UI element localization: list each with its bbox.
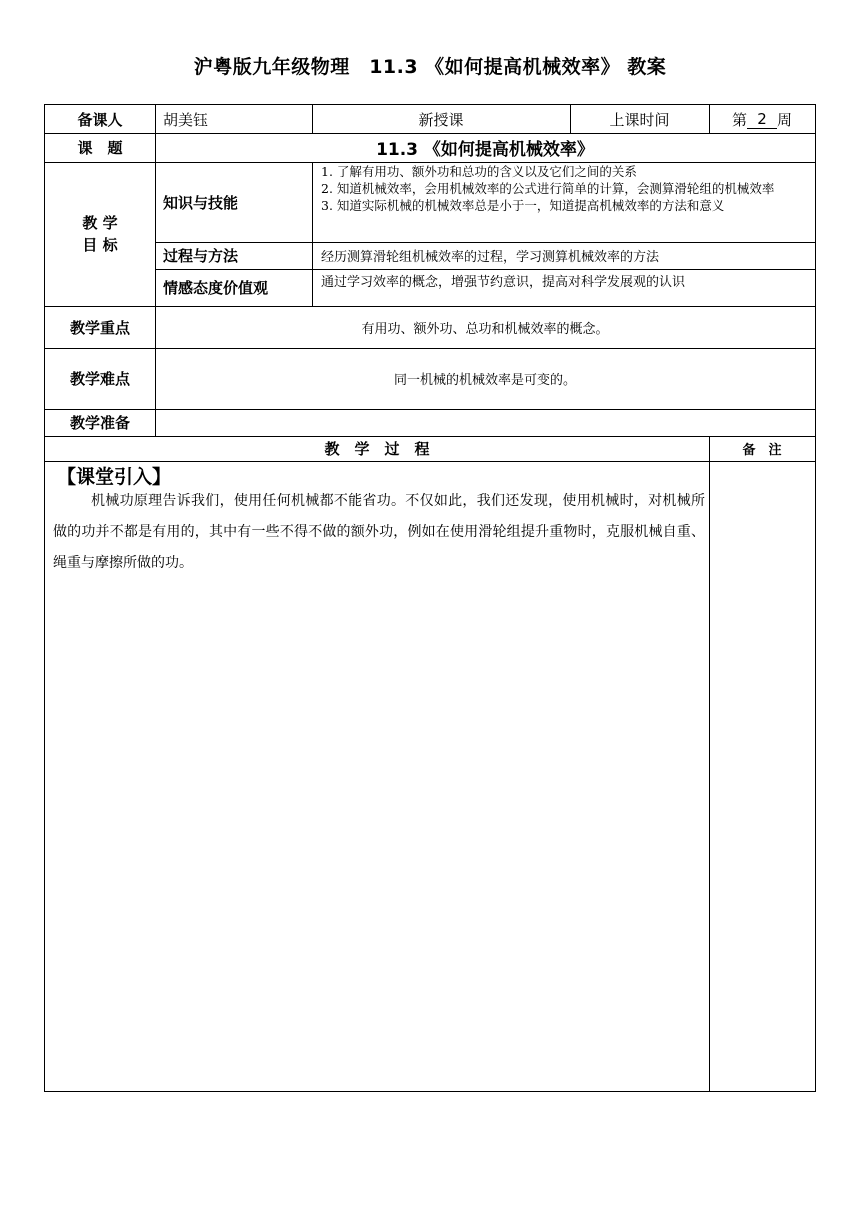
- objectives-label-line2: 目 标: [82, 236, 118, 254]
- intro-paragraph: 机械功原理告诉我们，使用任何机械都不能省功。不仅如此，我们还发现，使用机械时，对机械所做的功并不都是有用的，其中有一些不得不做的额外功，例如在使用滑轮组提升重物时，克服机械自重、绳重与摩擦所做的功。: [53, 493, 705, 571]
- objectives-label-line1: 教 学: [82, 214, 118, 232]
- process-method-value: 经历测算滑轮组机械效率的过程，学习测算机械效率的方法: [321, 250, 660, 265]
- lesson-plan-table: [44, 104, 816, 1092]
- preparer-label: 备课人: [77, 110, 123, 129]
- knowledge-list: [321, 163, 815, 214]
- emotion-label: 情感态度价值观: [163, 279, 269, 297]
- class-time-label: 上课时间: [609, 110, 670, 129]
- teaching-process-header: 教 学 过 程: [324, 440, 430, 458]
- intro-heading: 【课堂引入】: [57, 466, 172, 488]
- knowledge-item: 1. 了解有用功、额外功和总功的含义以及它们之间的关系: [321, 164, 637, 179]
- document-title: 沪粤版九年级物理 11.3 《如何提高机械效率》 教案: [193, 56, 667, 78]
- difficulty-label: 教学难点: [69, 370, 130, 388]
- key-point-value: 有用功、额外功、总功和机械效率的概念。: [361, 321, 609, 337]
- emotion-value: 通过学习效率的概念，增强节约意识，提高对科学发展观的认识: [321, 274, 686, 290]
- week-number: 2: [747, 110, 777, 129]
- preparation-value: [163, 409, 815, 436]
- knowledge-item: 2. 知道机械效率，会用机械效率的公式进行简单的计算，会测算滑轮组的机械效率: [321, 181, 775, 196]
- difficulty-value: 同一机械的机械效率是可变的。: [393, 373, 576, 388]
- remarks-header: 备 注: [742, 443, 782, 458]
- week-prefix: 第: [731, 110, 747, 129]
- topic-value: 11.3 《如何提高机械效率》: [376, 140, 594, 160]
- topic-label: 课 题: [77, 139, 123, 157]
- week-cell: [709, 105, 815, 133]
- knowledge-item: 3. 知道实际机械的机械效率总是小于一，知道提高机械效率的方法和意义: [321, 198, 725, 213]
- objectives-label: [45, 162, 155, 306]
- remarks-column: [710, 462, 815, 1091]
- process-method-label: 过程与方法: [163, 247, 239, 265]
- preparer-name: 胡美钰: [163, 110, 209, 129]
- knowledge-label: 知识与技能: [163, 193, 239, 212]
- week-suffix: 周: [777, 110, 793, 129]
- lesson-type: 新授课: [418, 110, 464, 129]
- key-point-label: 教学重点: [69, 318, 130, 337]
- preparation-label: 教学准备: [69, 414, 130, 432]
